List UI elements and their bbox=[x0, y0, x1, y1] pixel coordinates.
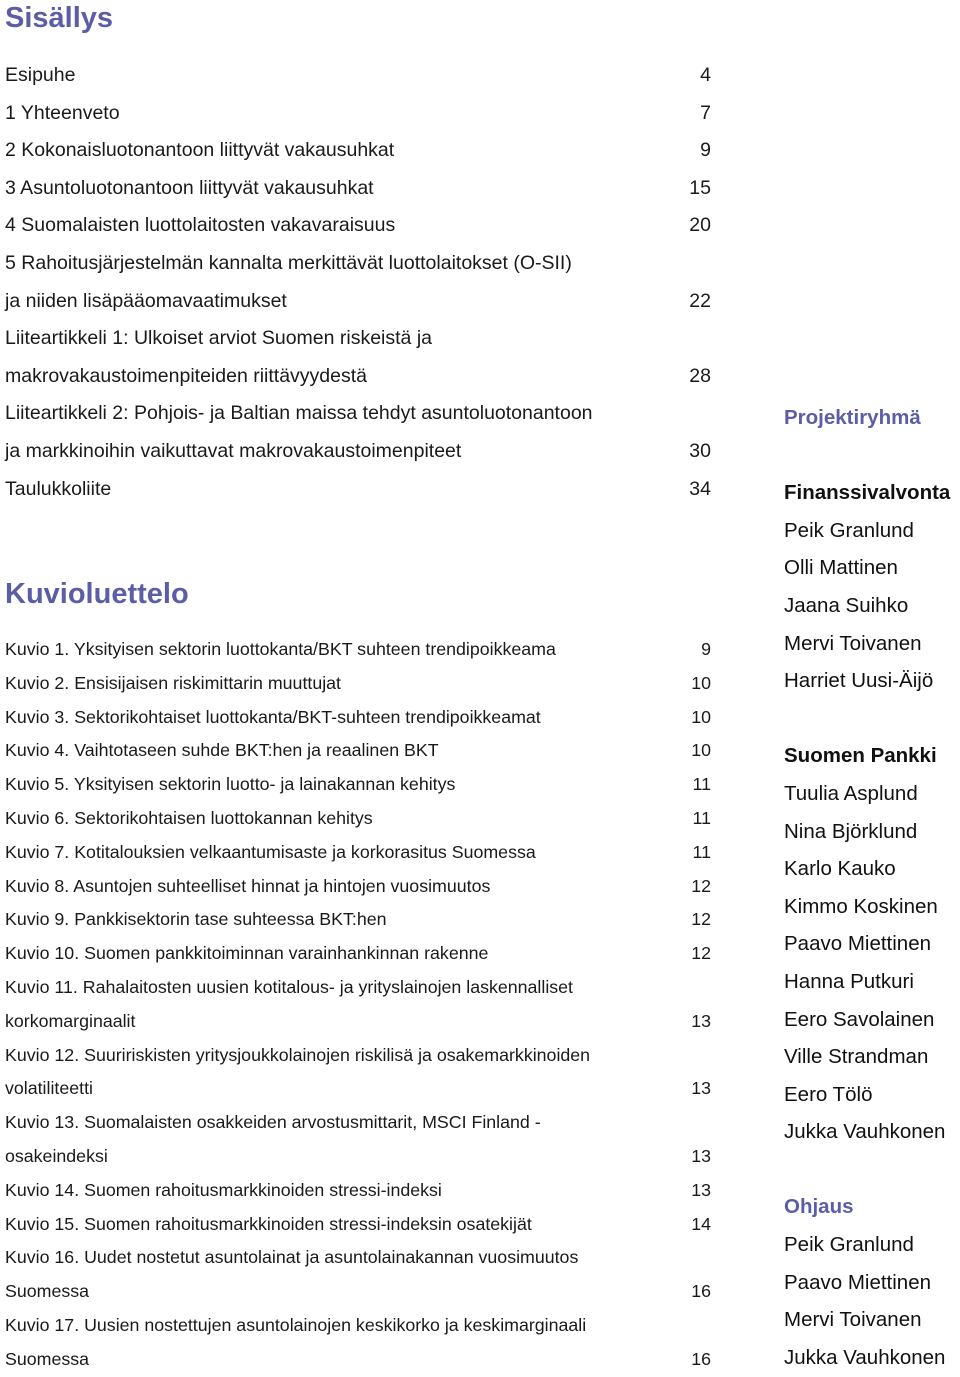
figure-entry-text: Kuvio 11. Rahalaitosten uusien kotitalous- ja yrityslainojen laskennalliset bbox=[5, 976, 574, 997]
figure-entry-page: 11 bbox=[692, 841, 711, 862]
team-member-name: Ville Strandman bbox=[784, 1045, 929, 1069]
figure-entry[interactable] bbox=[5, 870, 711, 904]
toc-title: Sisällys bbox=[5, 2, 114, 34]
figure-entry[interactable] bbox=[5, 1039, 711, 1073]
figure-entry-text: Kuvio 2. Ensisijaisen riskimittarin muuttujat bbox=[5, 672, 341, 693]
figure-entry[interactable] bbox=[5, 667, 711, 701]
figure-entry-page: 16 bbox=[691, 1348, 711, 1369]
toc-entry-text: Liiteartikkeli 1: Ulkoiset arviot Suomen riskeistä ja bbox=[5, 327, 433, 350]
figure-entry-text: Kuvio 3. Sektorikohtaiset luottokanta/BKT-suhteen trendipoikkeamat bbox=[5, 706, 541, 727]
toc-entry-page: 30 bbox=[689, 439, 711, 462]
steering-title: Ohjaus bbox=[784, 1195, 854, 1219]
figure-entry-page: 13 bbox=[691, 1179, 711, 1200]
toc-entry-text: makrovakaustoimenpiteiden riittävyydestä bbox=[5, 364, 368, 387]
org-suomen-pankki: Suomen Pankki bbox=[784, 744, 937, 768]
figure-entry-text: Suomessa bbox=[5, 1281, 90, 1302]
figure-list bbox=[5, 633, 711, 1377]
toc-entry-text: 3 Asuntoluotonantoon liittyvät vakausuhkat bbox=[5, 176, 374, 199]
team-member-name: Olli Mattinen bbox=[784, 556, 898, 580]
figure-entry[interactable] bbox=[5, 1208, 711, 1242]
team-member-name: Mervi Toivanen bbox=[784, 631, 922, 655]
figure-entry-text: korkomarginaalit bbox=[5, 1010, 136, 1031]
figure-entry-text: Kuvio 8. Asuntojen suhteelliset hinnat ja hintojen vuosimuutos bbox=[5, 875, 491, 896]
figure-entry[interactable] bbox=[5, 1072, 711, 1106]
figure-entry-text: Kuvio 9. Pankkisektorin tase suhteessa BKT:hen bbox=[5, 909, 387, 930]
team-member-name: Karlo Kauko bbox=[784, 857, 896, 881]
figure-entry-page: 10 bbox=[691, 706, 711, 727]
figure-entry-page: 13 bbox=[691, 1010, 711, 1031]
toc-entry-text: 5 Rahoitusjärjestelmän kannalta merkittävät luottolaitokset (O-SII) bbox=[5, 251, 572, 274]
figure-entry-text: Kuvio 17. Uusien nostettujen asuntolainojen keskikorko ja keskimarginaali bbox=[5, 1314, 587, 1335]
team-member-name: Jaana Suihko bbox=[784, 593, 909, 617]
team-member-name: Eero Savolainen bbox=[784, 1007, 935, 1031]
toc-entry-text: ja niiden lisäpääomavaatimukset bbox=[5, 289, 287, 312]
toc-entry[interactable] bbox=[5, 283, 711, 321]
toc-entry-page: 28 bbox=[689, 364, 711, 387]
figure-entry[interactable] bbox=[5, 1309, 711, 1343]
toc-entry-text: Liiteartikkeli 2: Pohjois- ja Baltian maissa tehdyt asuntoluotonantoon bbox=[5, 402, 593, 425]
figure-entry-page: 12 bbox=[691, 875, 711, 896]
figure-entry[interactable] bbox=[5, 734, 711, 768]
figure-entry-page: 10 bbox=[691, 672, 711, 693]
team-member-name: Hanna Putkuri bbox=[784, 969, 914, 993]
toc-entry-text: 2 Kokonaisluotonantoon liittyvät vakausuhkat bbox=[5, 139, 395, 162]
toc-entry-text: Esipuhe bbox=[5, 64, 76, 86]
team-member-name: Jukka Vauhkonen bbox=[784, 1120, 946, 1144]
toc-entry-text: ja markkinoihin vaikuttavat makrovakaustoimenpiteet bbox=[5, 439, 462, 462]
figure-entry-page: 9 bbox=[701, 639, 711, 659]
team-member-name: Paavo Miettinen bbox=[784, 1270, 932, 1294]
toc-entry-page: 20 bbox=[689, 214, 711, 237]
figure-entry-page: 16 bbox=[691, 1281, 711, 1302]
team-member-name: Paavo Miettinen bbox=[784, 932, 932, 956]
figure-entry-page: 12 bbox=[691, 943, 711, 964]
toc-entry[interactable] bbox=[5, 95, 711, 133]
toc-entry[interactable] bbox=[5, 433, 711, 471]
figure-entry-page: 12 bbox=[691, 909, 711, 930]
toc-entry-page: 7 bbox=[700, 101, 711, 124]
figure-entry-text: Kuvio 14. Suomen rahoitusmarkkinoiden stressi-indeksi bbox=[5, 1179, 442, 1200]
figure-list-title: Kuvioluettelo bbox=[5, 578, 189, 610]
figure-entry-page: 13 bbox=[691, 1078, 711, 1099]
figure-entry-text: Kuvio 4. Vaihtotaseen suhde BKT:hen ja reaalinen BKT bbox=[5, 740, 439, 761]
fiva-members bbox=[784, 512, 960, 700]
team-member-name: Peik Granlund bbox=[784, 518, 914, 542]
figure-entry-text: Kuvio 6. Sektorikohtaisen luottokannan kehitys bbox=[5, 807, 373, 828]
toc-entry[interactable] bbox=[5, 320, 711, 358]
toc-entry-page: 15 bbox=[689, 176, 711, 199]
toc-entry[interactable] bbox=[5, 245, 711, 283]
toc-entry[interactable] bbox=[5, 57, 711, 95]
toc-entry-text: 1 Yhteenveto bbox=[5, 101, 120, 124]
figure-entry[interactable] bbox=[5, 1241, 711, 1275]
sp-members bbox=[784, 775, 960, 1151]
toc-entry-page: 9 bbox=[700, 139, 711, 162]
figure-entry-text: Kuvio 13. Suomalaisten osakkeiden arvostusmittarit, MSCI Finland - bbox=[5, 1112, 541, 1133]
figure-entry-page: 13 bbox=[691, 1145, 711, 1166]
figure-entry[interactable] bbox=[5, 1174, 711, 1208]
project-team-sidebar bbox=[784, 399, 960, 1376]
figure-entry-text: volatiliteetti bbox=[5, 1078, 93, 1099]
figure-entry-page: 14 bbox=[691, 1213, 711, 1234]
toc-list bbox=[5, 57, 711, 508]
figure-entry-text: Kuvio 15. Suomen rahoitusmarkkinoiden stressi-indeksin osatekijät bbox=[5, 1213, 532, 1234]
team-member-name: Jukka Vauhkonen bbox=[784, 1345, 946, 1369]
figure-entry[interactable] bbox=[5, 971, 711, 1005]
figure-entry[interactable] bbox=[5, 1005, 711, 1039]
toc-entry-text: Taulukkoliite bbox=[5, 477, 112, 500]
toc-entry[interactable] bbox=[5, 207, 711, 245]
toc-entry-page: 22 bbox=[689, 289, 711, 312]
project-team-title: Projektiryhmä bbox=[784, 406, 921, 429]
toc-entry-page: 4 bbox=[700, 64, 711, 86]
toc-entry[interactable] bbox=[5, 395, 711, 433]
org-fiva: Finanssivalvonta bbox=[784, 481, 951, 505]
figure-entry[interactable] bbox=[5, 633, 711, 667]
figure-entry[interactable] bbox=[5, 903, 711, 937]
figure-entry-text: Kuvio 5. Yksityisen sektorin luotto- ja lainakannan kehitys bbox=[5, 774, 456, 795]
team-member-name: Kimmo Koskinen bbox=[784, 894, 938, 918]
figure-entry[interactable] bbox=[5, 701, 711, 735]
figure-entry[interactable] bbox=[5, 1106, 711, 1140]
figure-entry-text: Kuvio 16. Uudet nostetut asuntolainat ja asuntolainakannan vuosimuutos bbox=[5, 1247, 579, 1268]
team-member-name: Peik Granlund bbox=[784, 1233, 914, 1257]
toc-entry-text: 4 Suomalaisten luottolaitosten vakavaraisuus bbox=[5, 214, 396, 237]
figure-entry-text: osakeindeksi bbox=[5, 1145, 108, 1166]
team-member-name: Nina Björklund bbox=[784, 819, 918, 843]
figure-entry[interactable] bbox=[5, 1275, 711, 1309]
toc-entry[interactable] bbox=[5, 132, 711, 170]
figure-entry[interactable] bbox=[5, 1343, 711, 1377]
figure-entry-text: Suomessa bbox=[5, 1348, 90, 1369]
figure-entry[interactable] bbox=[5, 836, 711, 870]
figure-entry-text: Kuvio 7. Kotitalouksien velkaantumisaste ja korkorasitus Suomessa bbox=[5, 841, 536, 862]
toc-entry[interactable] bbox=[5, 358, 711, 396]
figure-entry[interactable] bbox=[5, 937, 711, 971]
team-member-name: Mervi Toivanen bbox=[784, 1308, 922, 1332]
team-member-name: Harriet Uusi-Äijö bbox=[784, 669, 934, 693]
figure-entry[interactable] bbox=[5, 1140, 711, 1174]
figure-entry-text: Kuvio 10. Suomen pankkitoiminnan varainhankinnan rakenne bbox=[5, 943, 489, 964]
toc-entry-page: 34 bbox=[689, 477, 711, 500]
figure-entry-text: Kuvio 12. Suuririskisten yritysjoukkolainojen riskilisä ja osakemarkkinoiden bbox=[5, 1044, 591, 1065]
team-member-name: Tuulia Asplund bbox=[784, 781, 918, 805]
toc-entry[interactable] bbox=[5, 170, 711, 208]
figure-entry-page: 11 bbox=[692, 807, 711, 828]
figure-entry[interactable] bbox=[5, 768, 711, 802]
figure-entry[interactable] bbox=[5, 802, 711, 836]
steering-members bbox=[784, 1226, 960, 1376]
team-member-name: Eero Tölö bbox=[784, 1082, 873, 1106]
figure-entry-page: 10 bbox=[691, 740, 711, 761]
toc-entry[interactable] bbox=[5, 471, 711, 509]
figure-entry-text: Kuvio 1. Yksityisen sektorin luottokanta/BKT suhteen trendipoikkeama bbox=[5, 639, 556, 659]
figure-entry-page: 11 bbox=[692, 774, 711, 795]
